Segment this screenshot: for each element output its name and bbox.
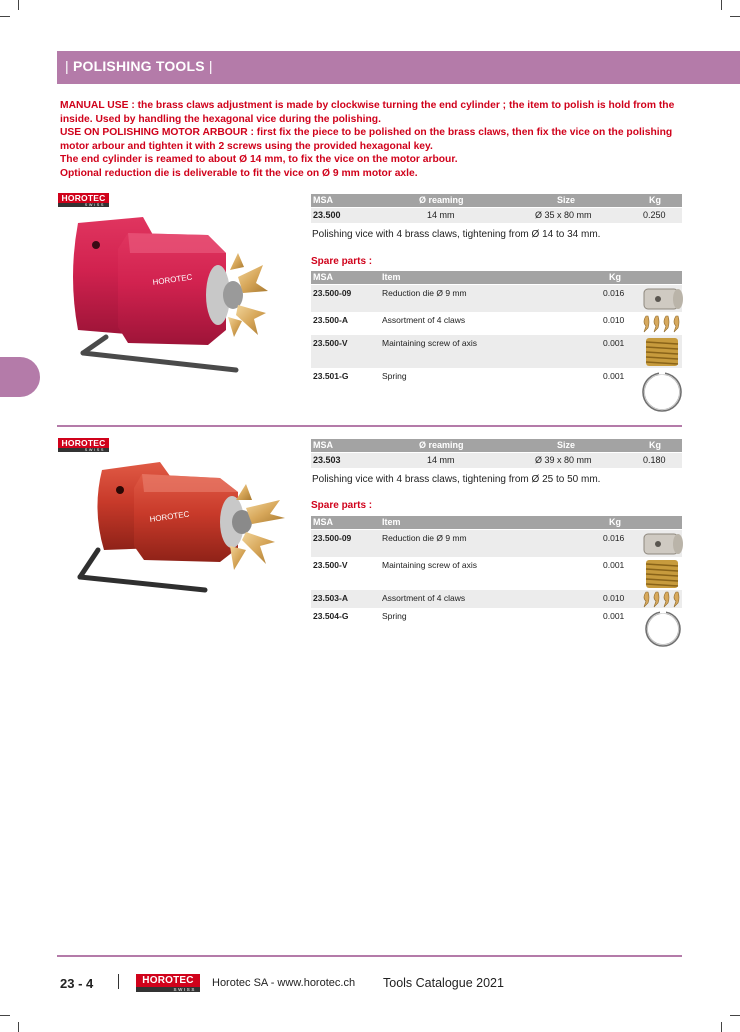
product-table-header [311,439,682,452]
spare-row [311,557,682,590]
spare-code: 23.503-A [313,593,348,603]
svg-text:HOROTEC: HOROTEC [149,509,190,524]
spare-weight: 0.010 [603,593,625,603]
spare-item: Spring [382,371,407,381]
col-msa: MSA [313,440,333,450]
claws-icon [640,590,684,610]
spare-weight: 0.016 [603,533,625,543]
spare-table-header [311,271,682,284]
footer-separator [118,974,119,989]
page-number: 23 - 4 [60,976,94,991]
product-size: Ø 39 x 80 mm [535,455,592,465]
reduction-die-icon [640,531,684,557]
crop-mark [721,1022,722,1032]
horotec-logo [58,438,109,452]
product-code: 23.503 [313,455,341,465]
spare-parts-title: Spare parts : [311,256,373,267]
logo-sub-text: SWISS [136,987,200,992]
col-reaming: Ø reaming [419,195,464,205]
col-size: Size [557,195,576,205]
product-row [311,208,682,223]
spare-item: Maintaining screw of axis [382,338,477,348]
section-tab [0,357,40,397]
svg-text:HOROTEC: HOROTEC [152,272,193,287]
col-kg: Kg [609,272,621,282]
product-weight: 0.250 [643,210,666,220]
spare-row [311,285,682,312]
spare-code: 23.500-A [313,315,348,325]
product-reaming: 14 mm [427,210,455,220]
section-header [57,51,740,84]
claws-icon [640,312,684,336]
product-size: Ø 35 x 80 mm [535,210,592,220]
spare-row [311,530,682,557]
intro-paragraph: MANUAL USE : the brass claws adjustment is made by clockwise turning the end cylinder ; the item to polish is hold from the inside. Used by handling the hexagonal vice during the polishing. [60,100,675,125]
product-row [311,453,682,468]
footer-divider [57,955,682,957]
spare-row [311,608,682,648]
spare-item: Reduction die Ø 9 mm [382,288,467,298]
footer-company: Horotec SA - www.horotec.ch [212,977,356,989]
product-weight: 0.180 [643,455,666,465]
spare-parts-title: Spare parts : [311,500,373,511]
product-code: 23.500 [313,210,341,220]
horotec-logo [136,974,200,992]
col-item: Item [382,517,401,527]
polishing-vice-image [58,205,298,385]
crop-mark [730,16,740,17]
product-reaming: 14 mm [427,455,455,465]
col-reaming: Ø reaming [419,440,464,450]
logo-text: HOROTEC [58,438,109,448]
intro-paragraph: The end cylinder is reamed to about Ø 14 mm, to fix the vice on the motor arbour. [60,154,458,166]
col-kg: Kg [649,440,661,450]
footer-catalogue: Tools Catalogue 2021 [383,976,504,990]
col-item: Item [382,272,401,282]
screw-icon [642,557,682,591]
spare-row [311,335,682,368]
intro-paragraph: USE ON POLISHING MOTOR ARBOUR : first fix the piece to be polished on the brass claws, then fix the vice on the polishing motor arbour and tighten it with 2 screws using the provided hexagonal key. [60,127,673,152]
col-kg: Kg [649,195,661,205]
spare-item: Maintaining screw of axis [382,560,477,570]
spare-weight: 0.010 [603,315,625,325]
crop-mark [0,16,10,17]
spare-weight: 0.001 [603,338,625,348]
spare-item: Reduction die Ø 9 mm [382,533,467,543]
spring-icon [639,369,685,415]
spare-item: Spring [382,611,407,621]
spare-code: 23.500-09 [313,288,352,298]
spare-row [311,312,682,335]
spare-weight: 0.016 [603,288,625,298]
col-kg: Kg [609,517,621,527]
product-description: Polishing vice with 4 brass claws, tightening from Ø 25 to 50 mm. [312,474,601,485]
crop-mark [18,0,19,10]
crop-mark [730,1015,740,1016]
page-title-text: POLISHING TOOLS [72,58,205,74]
spare-code: 23.500-09 [313,533,352,543]
crop-mark [721,0,722,10]
spare-code: 23.501-G [313,371,349,381]
logo-text: HOROTEC [136,974,200,987]
logo-text: HOROTEC [58,193,109,203]
col-msa: MSA [313,517,333,527]
crop-mark [0,1015,10,1016]
product-description: Polishing vice with 4 brass claws, tightening from Ø 14 to 34 mm. [312,229,601,240]
col-size: Size [557,440,576,450]
spare-table-header [311,516,682,529]
spare-code: 23.504-G [313,611,349,621]
spare-item: Assortment of 4 claws [382,593,466,603]
section-divider [57,425,682,427]
spare-code: 23.500-V [313,338,348,348]
col-msa: MSA [313,272,333,282]
reduction-die-icon [640,286,684,312]
intro-paragraph: Optional reduction die is deliverable to fit the vice on Ø 9 mm motor axle. [60,167,418,179]
col-msa: MSA [313,195,333,205]
page-title: | POLISHING TOOLS | [65,58,213,74]
intro-text [60,99,685,181]
spare-row [311,590,682,608]
spare-item: Assortment of 4 claws [382,315,466,325]
polishing-vice-image [70,452,300,594]
spare-weight: 0.001 [603,611,625,621]
spare-weight: 0.001 [603,371,625,381]
screw-icon [642,335,682,369]
product-table-header [311,194,682,207]
spring-icon [641,609,685,649]
logo-sub-text: SWISS [58,448,109,452]
spare-code: 23.500-V [313,560,348,570]
logo-sub-text: SWISS [58,203,109,207]
spare-row [311,368,682,412]
spare-weight: 0.001 [603,560,625,570]
crop-mark [18,1022,19,1032]
